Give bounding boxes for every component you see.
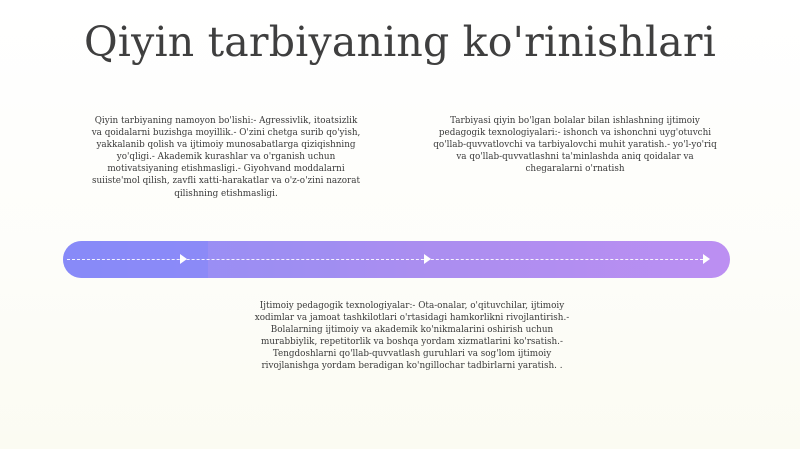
arrow-right-icon <box>180 254 187 264</box>
text-line: yo'qligi.- Akademik kurashlar va o'rganish uchun <box>116 152 336 163</box>
text-line: motivatsiyaning etishmasligi.- Giyohvand moddalarni <box>107 164 345 175</box>
left-text-block <box>78 115 374 200</box>
text-line: murabbiylik, repetitorlik va boshqa yordam xizmatlarini ko'rsatish.- <box>261 337 563 348</box>
text-line: xodimlar va jamoat tashkilotlari o'rtasidagi hamkorlikni rivojlantirish.- <box>254 313 570 324</box>
text-line: va qo'llab-quvvatlashni ta'minlashda aniq qoidalar va <box>456 152 694 163</box>
text-line: va qoidalarni buzishga moyillik.- O'zini chetga surib qo'yish, <box>91 128 361 139</box>
text-line: Tarbiyasi qiyin bo'lgan bolalar bilan ishlashning ijtimoiy <box>450 116 700 126</box>
timeline-dashed-track <box>67 259 708 260</box>
text-line: Ijtimoiy pedagogik texnologiyalar:- Ota-onalar, o'qituvchilar, ijtimoiy <box>259 301 565 311</box>
timeline-bar <box>63 241 730 278</box>
text-line: pedagogik texnologiyalari:- ishonch va ishonchni uyg'otuvchi <box>438 128 712 139</box>
text-line: qo'llab-quvvatlovchi va tarbiyalovchi muhit yaratish.- yo'l-yo'riq <box>433 140 717 151</box>
arrow-right-icon <box>424 254 431 264</box>
bottom-text-block <box>238 300 586 373</box>
text-line: Tengdoshlarni qo'llab-quvvatlash guruhlari va sog'lom ijtimoiy <box>272 349 552 360</box>
text-line: Bolalarning ijtimoiy va akademik ko'nikmalarini oshirish uchun <box>270 325 554 336</box>
text-line: suiiste'mol qilish, zavfli xatti-harakatlar va o'z-o'zini nazorat <box>91 176 361 187</box>
text-line: Qiyin tarbiyaning namoyon bo'lishi:- Agressivlik, itoatsizlik <box>94 116 358 126</box>
slide-title: Qiyin tarbiyaning ko'rinishlari <box>83 18 717 66</box>
arrow-right-icon <box>703 254 710 264</box>
text-line: chegaralarni o'rnatish <box>525 164 625 175</box>
text-line: qilishning etishmasligi. <box>174 188 278 199</box>
right-text-block <box>430 115 720 175</box>
text-line: yakkalanib qolish va ijtimoiy munosabatlarga qiziqishning <box>96 140 356 151</box>
text-line: rivojlanishga yordam beradigan ko'ngillochar tadbirlarni yaratish. . <box>261 361 563 372</box>
